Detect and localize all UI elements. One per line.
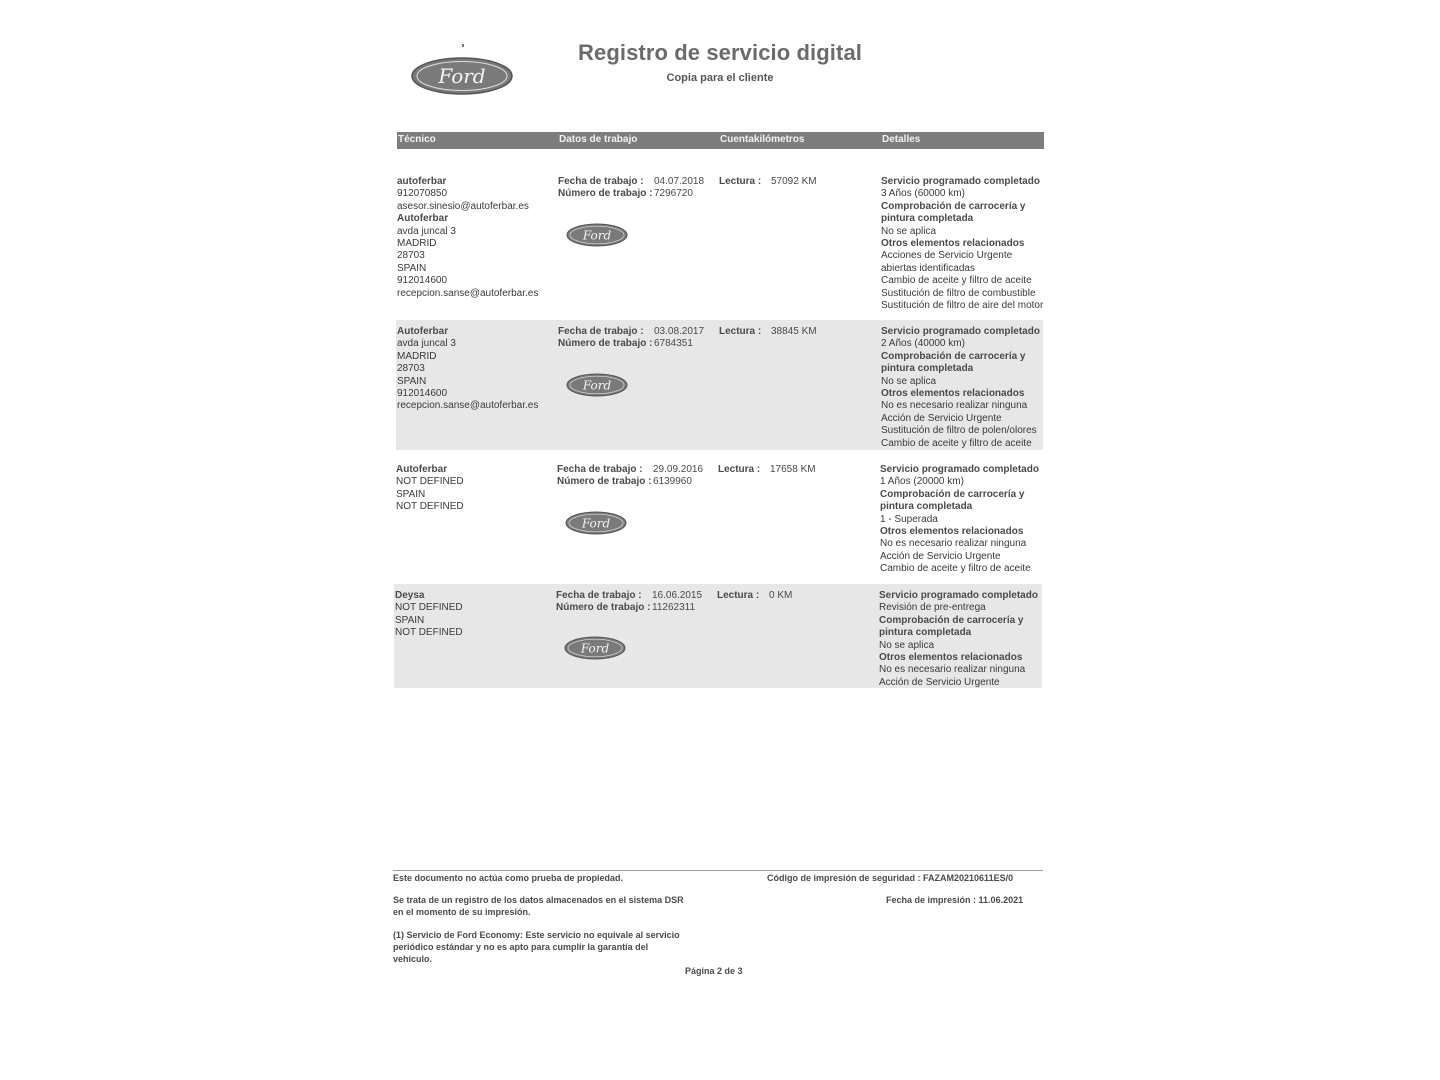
detail-heading: Otros elementos relacionados: [879, 652, 1023, 664]
technician-cell: [395, 590, 555, 640]
dealer-address: avda juncal 3: [397, 225, 456, 237]
technician-name: autoferbar: [397, 176, 447, 187]
detail-item: 3 Años (60000 km): [881, 188, 965, 200]
detail-heading: Servicio programado completado: [881, 176, 1040, 187]
detail-item: 2 Años (40000 km): [881, 338, 965, 350]
svg-text:Ford: Ford: [581, 516, 611, 531]
dealer-city: MADRID: [397, 350, 437, 362]
odometer-reading: 0 KM: [769, 590, 793, 601]
dealer-phone: 912014600: [397, 275, 448, 287]
print-date: [886, 894, 1023, 906]
odometer-label: Lectura :: [719, 176, 762, 187]
work-date: 16.06.2015: [652, 590, 703, 601]
technician-cell: [396, 464, 556, 514]
detail-item: abiertas identificadas: [881, 262, 975, 274]
work-number: 11262311: [652, 602, 696, 614]
detail-heading: Otros elementos relacionados: [880, 526, 1024, 538]
table-row: [396, 170, 1043, 316]
odometer-label: Lectura :: [718, 464, 761, 475]
column-header-tecnico: Técnico: [398, 134, 436, 145]
detail-item: Acción de Servicio Urgente: [881, 412, 1002, 424]
page-subtitle: Copia para el cliente: [666, 72, 774, 84]
detail-item: Acción de Servicio Urgente: [880, 550, 1001, 562]
odometer-reading: 38845 KM: [771, 326, 817, 337]
ownership-disclaimer: Este documento no actúa como prueba de propiedad.: [393, 873, 624, 883]
page-title: Registro de servicio digital: [578, 40, 862, 65]
detail-item: No es necesario realizar ninguna: [879, 664, 1026, 676]
ford-logo-icon: [564, 636, 626, 660]
detail-heading: Comprobación de carrocería y: [881, 200, 1026, 212]
dealer-name: Deysa: [395, 590, 425, 601]
work-date-label: Fecha de trabajo :: [557, 464, 643, 475]
work-data-cell: [558, 176, 718, 201]
odometer-reading: 17658 KM: [770, 464, 816, 475]
economy-note-line: vehículo.: [393, 954, 433, 964]
detail-item: Sustitución de filtro de aire del motor: [881, 300, 1044, 312]
detail-heading: Otros elementos relacionados: [881, 388, 1025, 400]
detail-item: Cambio de aceite y filtro de aceite: [881, 275, 1032, 287]
dsr-disclaimer: [393, 894, 684, 918]
dealer-address: avda juncal 3: [397, 338, 456, 350]
work-number-label: Número de trabajo :: [558, 188, 653, 200]
logo-mark: [462, 44, 464, 47]
work-date: 03.08.2017: [654, 326, 705, 337]
dealer-name: Autoferbar: [396, 464, 448, 475]
work-number-label: Número de trabajo :: [558, 338, 653, 350]
work-date-label: Fecha de trabajo :: [558, 326, 644, 337]
ford-logo-icon: [566, 373, 628, 397]
dealer-address: NOT DEFINED: [395, 602, 463, 614]
svg-text:Ford: Ford: [438, 64, 486, 88]
dealer-postcode: 28703: [397, 363, 425, 375]
work-data-cell: [558, 326, 718, 351]
economy-note: [393, 929, 680, 965]
work-number: 6784351: [654, 338, 693, 350]
work-date-label: Fecha de trabajo :: [558, 176, 644, 187]
ford-logo-icon: [566, 223, 628, 247]
detail-heading: Servicio programado completado: [881, 326, 1040, 337]
detail-heading: pintura completada: [881, 213, 974, 225]
dealer-name: Autoferbar: [397, 213, 449, 225]
work-data-cell: [556, 590, 716, 615]
detail-heading: pintura completada: [881, 363, 974, 375]
dealer-country: SPAIN: [396, 488, 426, 500]
security-code: [767, 872, 1013, 884]
detail-item: Acciones de Servicio Urgente: [881, 250, 1013, 262]
detail-item: No es necesario realizar ninguna: [881, 400, 1028, 412]
security-code-label: Código de impresión de seguridad :: [767, 873, 921, 883]
details-cell: [881, 326, 1046, 450]
detail-heading: Otros elementos relacionados: [881, 238, 1025, 250]
work-number: 7296720: [654, 188, 693, 200]
detail-item: No es necesario realizar ninguna: [880, 538, 1027, 550]
detail-item: Sustitución de filtro de polen/olores: [881, 425, 1037, 437]
technician-email: asesor.sinesio@autoferbar.es: [397, 200, 529, 212]
svg-text:Ford: Ford: [580, 641, 610, 656]
column-header-datos-trabajo: Datos de trabajo: [559, 134, 638, 145]
dsr-disclaimer-line: en el momento de su impresión.: [393, 907, 531, 917]
detail-item: No se aplica: [881, 375, 937, 387]
detail-item: Sustitución de filtro de combustible: [881, 287, 1036, 299]
print-date-label: Fecha de impresión :: [886, 895, 977, 905]
dealer-country: SPAIN: [397, 375, 427, 387]
detail-item: Acción de Servicio Urgente: [879, 676, 1000, 688]
security-code-value: FAZAM20210611ES/0: [923, 873, 1014, 883]
technician-phone: 912070850: [397, 188, 448, 200]
work-number: 6139960: [653, 476, 692, 488]
column-header-detalles: Detalles: [882, 134, 921, 145]
dealer-phone: 912014600: [397, 388, 448, 400]
svg-text:Ford: Ford: [582, 378, 612, 393]
table-row: [394, 584, 1042, 688]
technician-cell: [397, 326, 557, 413]
dealer-phone: NOT DEFINED: [395, 627, 463, 639]
odometer-cell: [719, 326, 879, 338]
detail-heading: Comprobación de carrocería y: [880, 488, 1025, 500]
details-cell: [881, 176, 1046, 312]
detail-heading: pintura completada: [880, 501, 973, 513]
work-date-label: Fecha de trabajo :: [556, 590, 642, 601]
table-row: [396, 320, 1043, 450]
detail-heading: Servicio programado completado: [880, 464, 1039, 475]
detail-item: Revisión de pre-entrega: [879, 602, 986, 614]
details-cell: [880, 464, 1045, 576]
dealer-email: recepcion.sanse@autoferbar.es: [397, 287, 539, 299]
ford-logo-icon: [410, 56, 514, 96]
detail-item: Cambio de aceite y filtro de aceite: [880, 563, 1031, 575]
odometer-label: Lectura :: [719, 326, 762, 337]
work-number-label: Número de trabajo :: [557, 476, 652, 488]
detail-heading: Servicio programado completado: [879, 590, 1038, 601]
work-data-cell: [557, 464, 717, 489]
ford-logo-icon: [565, 511, 627, 535]
economy-note-line: periódico estándar y no es apto para cumplir la garantía del: [393, 942, 649, 952]
odometer-cell: [718, 464, 878, 476]
column-header-cuentakilometros: Cuentakilómetros: [720, 134, 805, 145]
detail-item: No se aplica: [879, 639, 935, 651]
svg-text:Ford: Ford: [582, 228, 612, 243]
dealer-postcode: 28703: [397, 250, 425, 262]
work-date: 04.07.2018: [654, 176, 705, 187]
economy-note-line: (1) Servicio de Ford Economy: Este servicio no equivale al servicio: [393, 930, 680, 940]
dealer-country: SPAIN: [397, 262, 427, 274]
table-row: [395, 458, 1042, 580]
detail-item: 1 Años (20000 km): [880, 476, 964, 488]
dealer-phone: NOT DEFINED: [396, 501, 464, 513]
detail-item: Cambio de aceite y filtro de aceite: [881, 437, 1032, 449]
work-number-label: Número de trabajo :: [556, 602, 651, 614]
dealer-address: NOT DEFINED: [396, 476, 464, 488]
odometer-cell: [719, 176, 879, 188]
page-number: Página 2 de 3: [685, 966, 743, 976]
table-header: [397, 132, 1044, 149]
dsr-disclaimer-line: Se trata de un registro de los datos almacenados en el sistema DSR: [393, 895, 684, 905]
detail-item: No se aplica: [881, 225, 937, 237]
detail-heading: Comprobación de carrocería y: [879, 614, 1024, 626]
dealer-country: SPAIN: [395, 614, 425, 626]
footer-divider: [393, 870, 1043, 871]
odometer-reading: 57092 KM: [771, 176, 817, 187]
print-date-value: 11.06.2021: [978, 895, 1024, 905]
dealer-email: recepcion.sanse@autoferbar.es: [397, 400, 539, 412]
technician-cell: [397, 176, 557, 300]
odometer-label: Lectura :: [717, 590, 760, 601]
dealer-city: MADRID: [397, 238, 437, 250]
dealer-name: Autoferbar: [397, 326, 449, 337]
work-date: 29.09.2016: [653, 464, 704, 475]
detail-item: 1 - Superada: [880, 513, 938, 525]
detail-heading: Comprobación de carrocería y: [881, 350, 1026, 362]
odometer-cell: [717, 590, 877, 602]
detail-heading: pintura completada: [879, 627, 972, 639]
details-cell: [879, 590, 1044, 689]
